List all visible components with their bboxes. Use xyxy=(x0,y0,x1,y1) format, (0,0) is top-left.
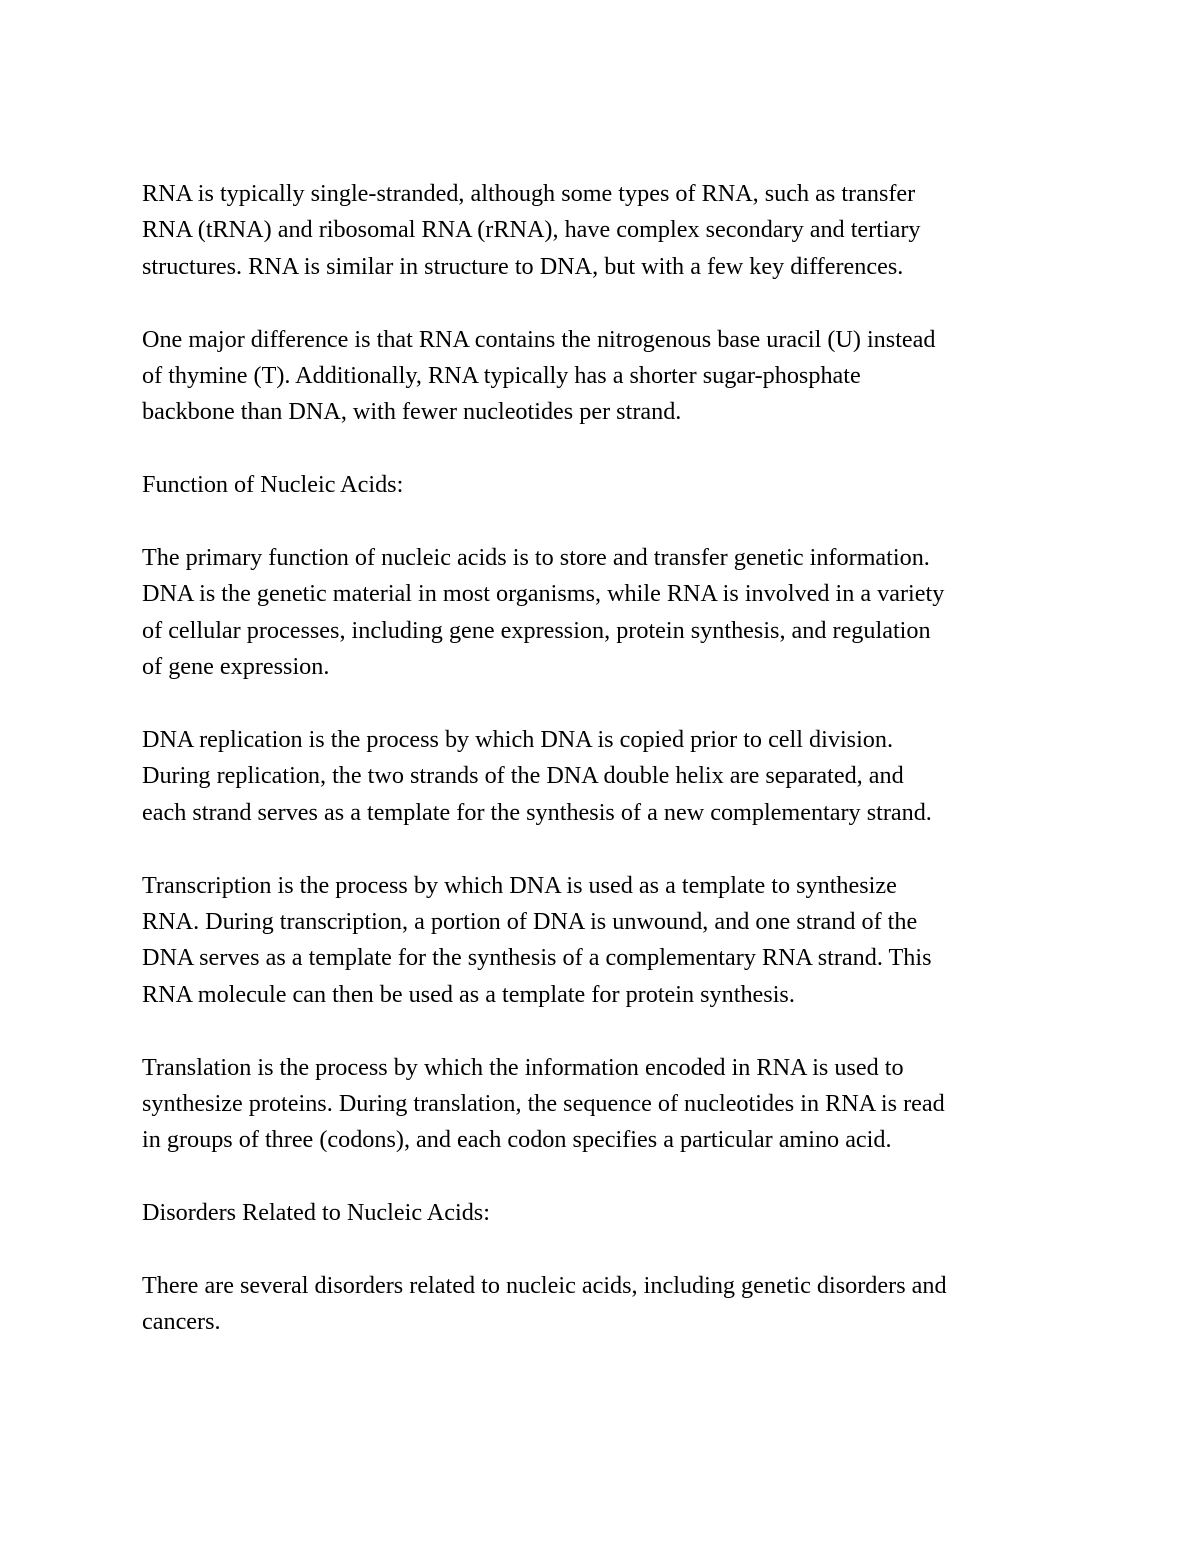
heading-text: Disorders Related to Nucleic Acids: xyxy=(142,1199,490,1227)
heading-function-of-nucleic-acids xyxy=(142,467,1072,503)
heading-text: Function of Nucleic Acids: xyxy=(142,471,404,499)
paragraph-transcription xyxy=(142,868,1072,1014)
text-line: One major difference is that RNA contains the nitrogenous base uracil (U) instead xyxy=(142,325,936,353)
text-line: RNA is typically single-stranded, although some types of RNA, such as transfer xyxy=(142,180,916,207)
text-line: cancers. xyxy=(142,1308,221,1336)
text-line: During replication, the two strands of the DNA double helix are separated, and xyxy=(142,762,904,790)
text-line: Transcription is the process by which DNA is used as a template to synthesize xyxy=(142,871,897,899)
paragraph-dna-replication xyxy=(142,722,1072,831)
text-line: DNA is the genetic material in most organisms, while RNA is involved in a variety xyxy=(142,580,945,608)
text-line: backbone than DNA, with fewer nucleotides per strand. xyxy=(142,398,682,426)
text-line: The primary function of nucleic acids is to store and transfer genetic information. xyxy=(142,544,930,572)
text-line: DNA replication is the process by which DNA is copied prior to cell division. xyxy=(142,726,894,754)
text-line: RNA (tRNA) and ribosomal RNA (rRNA), have complex secondary and tertiary xyxy=(142,216,921,244)
document-body xyxy=(142,176,1072,1377)
text-line: DNA serves as a template for the synthesis of a complementary RNA strand. This xyxy=(142,944,932,972)
text-line: RNA. During transcription, a portion of DNA is unwound, and one strand of the xyxy=(142,908,918,936)
text-line: of cellular processes, including gene expression, protein synthesis, and regulation xyxy=(142,616,931,644)
text-line: There are several disorders related to nucleic acids, including genetic disorders and xyxy=(142,1272,947,1300)
text-line: synthesize proteins. During translation, the sequence of nucleotides in RNA is read xyxy=(142,1090,945,1118)
text-line: RNA molecule can then be used as a template for protein synthesis. xyxy=(142,980,795,1008)
paragraph-disorders xyxy=(142,1268,1072,1341)
heading-disorders-related-to-nucleic-acids xyxy=(142,1195,1072,1231)
paragraph-translation xyxy=(142,1050,1072,1159)
text-line: of thymine (T). Additionally, RNA typically has a shorter sugar-phosphate xyxy=(142,362,861,390)
text-line: of gene expression. xyxy=(142,653,330,681)
paragraph-primary-function xyxy=(142,540,1072,686)
paragraph-rna-differences xyxy=(142,322,1072,431)
paragraph-rna-structure xyxy=(142,176,1072,285)
text-line: structures. RNA is similar in structure to DNA, but with a few key differences. xyxy=(142,252,904,280)
text-line: each strand serves as a template for the synthesis of a new complementary strand. xyxy=(142,798,932,826)
text-line: Translation is the process by which the information encoded in RNA is used to xyxy=(142,1053,904,1081)
text-line: in groups of three (codons), and each codon specifies a particular amino acid. xyxy=(142,1126,892,1154)
